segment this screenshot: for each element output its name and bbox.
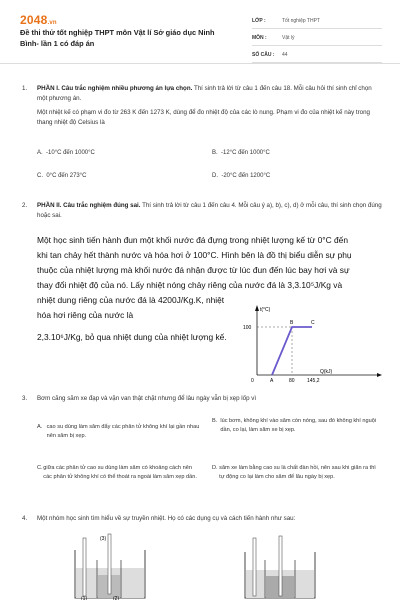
question-2-line-1: Một học sinh tiến hành đun một khối nước đá đựng trong nhiệt lượng kế từ 0°C đến: [37, 235, 348, 245]
meta-row-count: [252, 48, 382, 63]
part-label: PHẦN II. Câu trắc nghiệm đúng sai.: [37, 202, 141, 209]
option-b[interactable]: B. -12°C đến 1000°C: [212, 150, 270, 156]
point-b: B: [290, 320, 294, 326]
page-header: [0, 0, 400, 64]
question-stem: Bơm căng săm xe đạp và vặn van thật chặt nhưng để lâu ngày vẫn bị xẹp lốp vì: [37, 395, 257, 402]
point-c: C: [311, 320, 315, 326]
origin-label: 0: [251, 378, 254, 383]
part-text: Thí sinh trả lời từ câu 1 đến câu 4. Mỗi câu ý a), b), c), d) ở mỗi câu, thí sinh chọn đúng hoặc sai.: [37, 202, 382, 219]
thermometer-2: [108, 534, 111, 594]
question-2-line-5: nhiệt dung riêng của nước đá là 4200J/Kg.K, nhiệt hóa hơi riêng của nước là: [37, 295, 225, 320]
option-a[interactable]: A. cao su dùng làm săm đẩy các phân tử không khí lại gần nhau nên săm bị xẹp.: [37, 424, 200, 439]
x-tick-145: 145,2: [307, 378, 320, 383]
point-a: A: [270, 378, 274, 383]
question-number: 2.: [22, 202, 28, 209]
question-3: [22, 394, 382, 404]
question-2-line-2: khi tan chảy hết thành nước và hóa hơi ở 100°C. Hình bên là đồ thị biểu diễn sự phụ: [37, 250, 352, 260]
option-c[interactable]: C. giữa các phân tử cao su dùng làm săm có khoảng cách nên các phân tử không khí có thể thoát ra ngoài làm săm xẹp dần.: [37, 465, 197, 480]
question-1: [22, 84, 382, 127]
part-label: PHẦN I. Câu trắc nghiệm nhiều phương án lựa chọn.: [37, 85, 193, 92]
meta-row-class: [252, 14, 382, 29]
question-2-line-4: thay đổi nhiệt độ của nó. Lấy nhiệt nóng chảy riêng của nước đá là 3,3.10⁵J/Kg và: [37, 280, 343, 290]
question-2: [22, 201, 382, 220]
meta-value: Tốt nghiệp THPT: [282, 18, 320, 24]
part-text: Thí sinh trả lời từ câu 1 đến câu 18. Mỗi câu hỏi thí sinh chỉ chọn một phương án.: [37, 85, 372, 102]
question-2-line-3: thuộc của nhiệt lượng mà khối nước đá nhận được từ lúc đun đến lúc bay hơi và sự: [37, 265, 350, 275]
thermometer-1: [83, 538, 86, 596]
y-axis-arrow: [255, 305, 259, 311]
thermometer-4: [279, 536, 282, 596]
question-instruction: [37, 201, 382, 220]
question-stem: Một nhiệt kế có phạm vi đo từ 263 K đến 1273 K, dùng để đo nhiệt độ của các lò nung. Phạm vi đo của nhiệt kế này trong thang nhiệt độ Celsius là: [37, 109, 370, 126]
option-d[interactable]: D. -20°C đến 1200°C: [212, 173, 271, 179]
option-c[interactable]: C. 0°C đến 273°C: [37, 173, 87, 179]
heat-graph: [237, 303, 387, 383]
option-a[interactable]: A. -10°C đến 1000°C: [37, 150, 95, 156]
option-d[interactable]: D. săm xe làm bằng cao su là chất đàn hồi, nên sau khi giãn ra thì tự động co lại làm cho săm để lâu ngày bị xẹp.: [212, 465, 376, 480]
exam-title: Đề thi thử tốt nghiệp THPT môn Vật lí Sở giáo dục Ninh Bình- lần 1 có đáp án: [20, 28, 215, 48]
meta-key: LỚP :: [252, 18, 266, 24]
meta-row-subject: [252, 31, 382, 46]
figure-label-3: (3): [100, 536, 107, 542]
x-axis-arrow: [377, 373, 382, 377]
question-number: 3.: [22, 395, 28, 402]
y-tick-100: 100: [243, 325, 252, 331]
experiment-figure: [55, 530, 375, 600]
site-logo[interactable]: 2048.vn: [20, 13, 57, 27]
y-axis-label: t(°C): [260, 307, 271, 313]
x-tick-80: 80: [289, 378, 295, 383]
question-4: [22, 514, 382, 524]
x-axis-label: Q(kJ): [320, 369, 333, 375]
figure-label-2: (2): [113, 596, 120, 600]
question-2-line-6: 2,3.10⁶J/Kg, bỏ qua nhiệt dung của nhiệt lượng kế.: [37, 332, 227, 342]
meta-key: MÔN :: [252, 35, 267, 41]
question-number: 4.: [22, 515, 28, 522]
meta-value: Vật lý: [282, 35, 295, 41]
thermometer-3: [253, 538, 256, 596]
option-b[interactable]: B. lúc bơm, không khí vào săm còn nóng, sau đó không khí nguội dần, co lại, làm săm xe bị xẹp.: [212, 418, 377, 433]
question-number: 1.: [22, 85, 28, 92]
meta-key: SỐ CÂU :: [252, 52, 275, 58]
question-instruction: [37, 84, 382, 103]
exam-meta: [252, 14, 382, 65]
question-stem: Một nhóm học sinh tìm hiểu về sự truyền nhiệt. Họ có các dụng cụ và cách tiến hành như sau:: [37, 515, 296, 522]
figure-label-1: (1): [81, 596, 88, 600]
meta-value: 44: [282, 52, 288, 58]
